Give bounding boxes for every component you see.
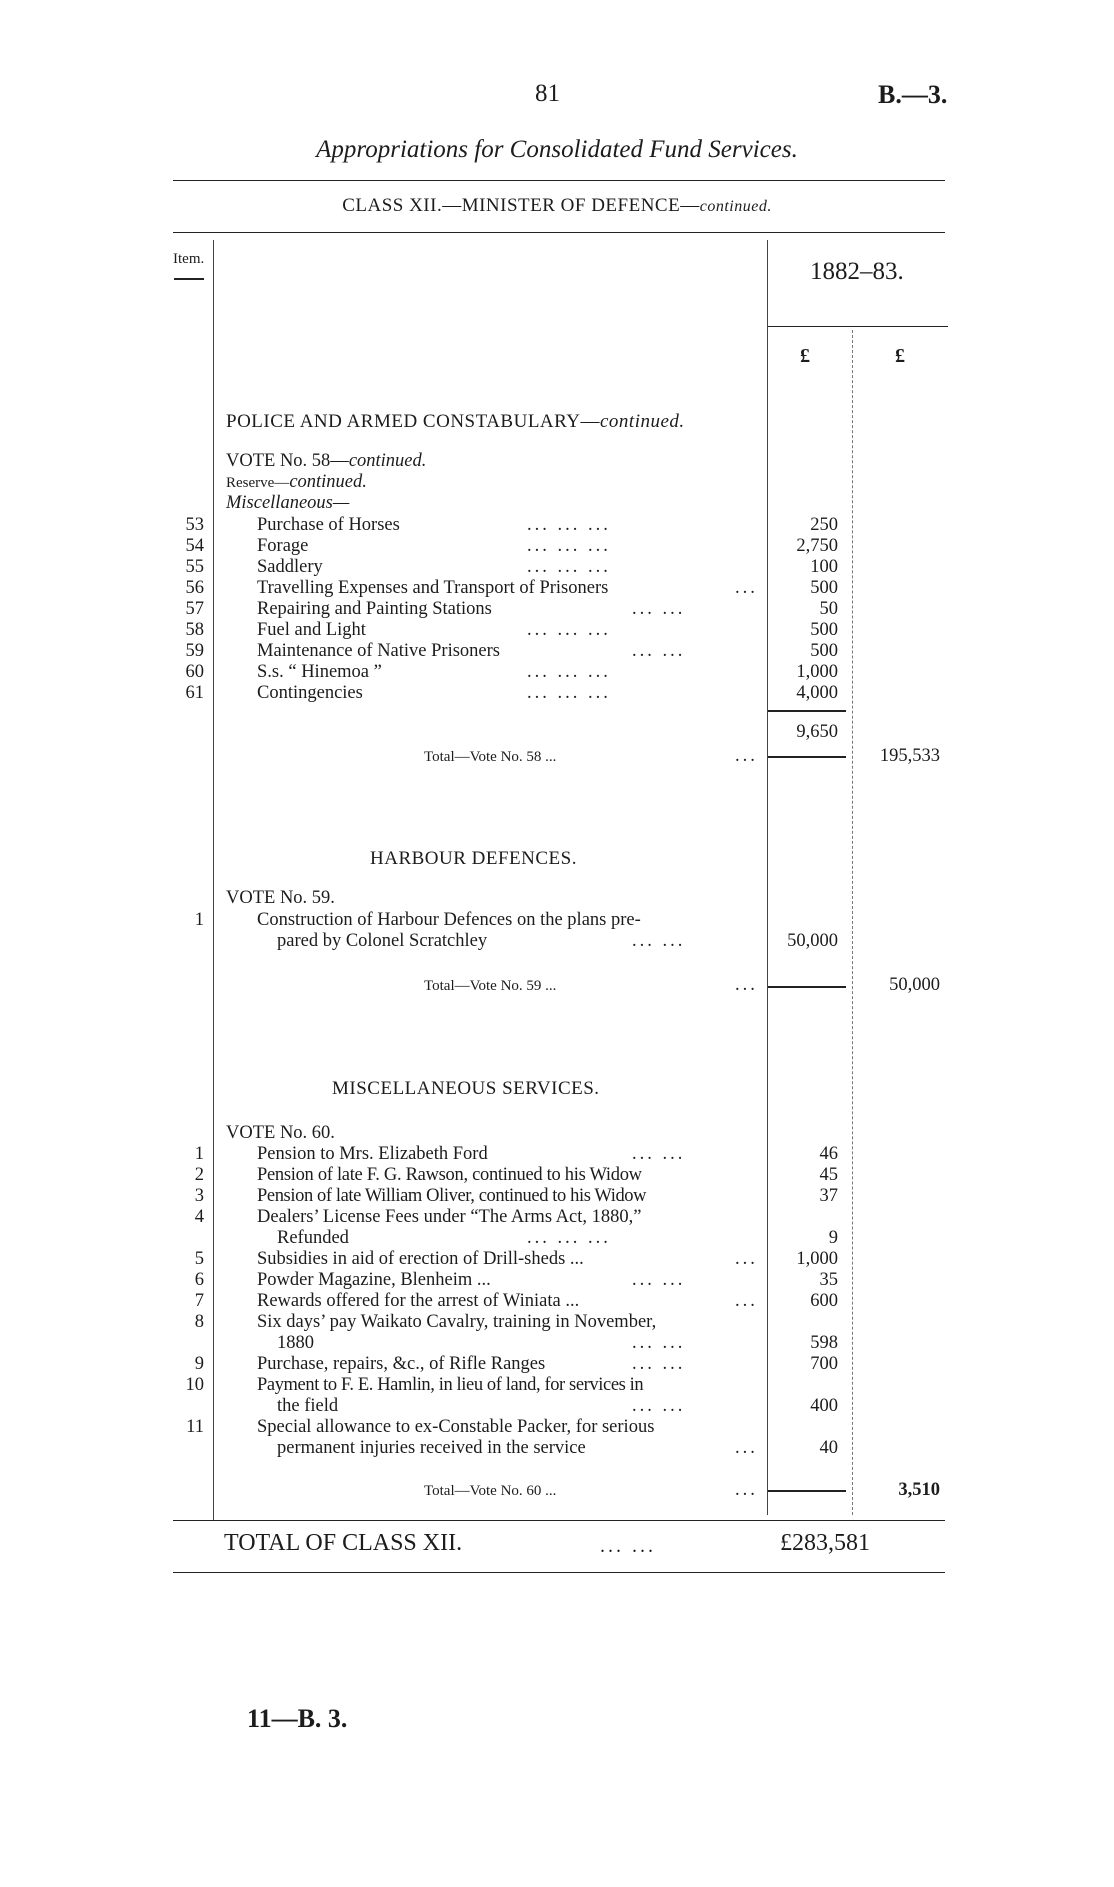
leader-dots: ... ... — [632, 1144, 686, 1164]
leader-dots: ... ... ... — [527, 536, 611, 556]
leader-dots: ... ... ... — [527, 1228, 611, 1248]
item-number: 2 — [194, 1165, 204, 1185]
item-description-continued: permanent injuries received in the service — [277, 1438, 586, 1458]
item-amount: 50,000 — [787, 931, 838, 951]
item-number: 9 — [194, 1354, 204, 1374]
item-description: Subsidies in aid of erection of Drill-sheds ... — [257, 1249, 584, 1269]
vote-60-heading: VOTE No. 60. — [226, 1123, 335, 1143]
item-amount: 37 — [819, 1186, 838, 1206]
document-reference: B.—3. — [878, 80, 948, 109]
item-amount: 50 — [819, 599, 838, 619]
item-description: Powder Magazine, Blenheim ... — [257, 1270, 491, 1290]
item-amount: 400 — [810, 1396, 838, 1416]
item-number: 1 — [194, 1144, 204, 1164]
item-description: Pension of late F. G. Rawson, continued to his Widow — [257, 1165, 642, 1185]
police-heading-main: POLICE AND ARMED CONSTABULARY— — [226, 411, 600, 432]
item-amount: 35 — [819, 1270, 838, 1290]
vote-60-total-text: Total—Vote No. 60 ... — [424, 1483, 557, 1499]
item-description: Payment to F. E. Hamlin, in lieu of land, for services in — [257, 1375, 644, 1395]
item-amount: 1,000 — [796, 662, 838, 682]
signature-mark: 11—B. 3. — [247, 1704, 348, 1733]
item-description: Construction of Harbour Defences on the plans pre- — [257, 910, 641, 930]
currency-symbol-subtotal: £ — [800, 345, 810, 367]
class-total-top-rule — [173, 1520, 945, 1521]
item-column-header: Item. — [173, 251, 205, 267]
leader-dots: ... — [735, 1291, 758, 1311]
vote-58-heading — [226, 451, 426, 472]
item-number: 6 — [194, 1270, 204, 1290]
page-title: Appropriations for Consolidated Fund Services. — [316, 136, 798, 163]
item-amount: 250 — [810, 515, 838, 535]
item-amount: 598 — [810, 1333, 838, 1353]
page-number: 81 — [535, 80, 560, 107]
amount-column-divider — [767, 240, 768, 1515]
leader-dots: ... ... — [632, 1270, 686, 1290]
reserve-continued: continued. — [289, 472, 367, 492]
item-number: 56 — [185, 578, 204, 598]
item-amount: 1,000 — [796, 1249, 838, 1269]
vote-59-total-text: Total—Vote No. 59 ... — [424, 978, 557, 994]
leader-dots: ... ... ... — [527, 620, 611, 640]
vote-60-total-label — [424, 1480, 556, 1502]
table-top-rule — [173, 232, 945, 233]
item-column-divider — [213, 240, 214, 1520]
item-amount: 4,000 — [796, 683, 838, 703]
subtotal-underline — [768, 756, 846, 758]
title-rule — [173, 180, 945, 181]
vote-58-total: 195,533 — [879, 746, 940, 766]
leader-dots: ... ... — [632, 1354, 686, 1374]
item-header-underline — [174, 278, 204, 280]
vote-59-total-label — [424, 975, 556, 997]
item-description: Forage — [257, 536, 309, 556]
class-heading-continued: continued. — [699, 198, 772, 215]
item-number: 10 — [185, 1375, 204, 1395]
item-amount: 500 — [810, 620, 838, 640]
vote-59-heading: VOTE No. 59. — [226, 888, 335, 908]
item-number: 5 — [194, 1249, 204, 1269]
leader-dots: ... ... ... — [527, 662, 611, 682]
subtotal-rule — [768, 710, 846, 712]
item-number: 54 — [185, 536, 204, 556]
item-number: 53 — [185, 515, 204, 535]
leader-dots: ... — [735, 578, 758, 598]
item-amount: 100 — [810, 557, 838, 577]
item-amount: 46 — [819, 1144, 838, 1164]
item-description-continued: pared by Colonel Scratchley — [277, 931, 488, 951]
item-number: 1 — [194, 910, 204, 930]
year-underline — [768, 326, 948, 327]
item-amount: 9 — [828, 1228, 838, 1248]
vote-59-total: 50,000 — [889, 975, 940, 995]
vote-58-continued: continued. — [348, 451, 427, 471]
item-number: 58 — [185, 620, 204, 640]
vote-60-total: 3,510 — [898, 1480, 940, 1500]
leader-dots: ... ... ... — [527, 683, 611, 703]
leader-dots: ... — [735, 746, 758, 766]
item-description: Dealers’ License Fees under “The Arms Act, 1880,” — [257, 1207, 642, 1227]
police-subtotal: 9,650 — [796, 722, 838, 742]
item-description: Maintenance of Native Prisoners — [257, 641, 500, 661]
class-total-bottom-rule — [173, 1572, 945, 1573]
total-column-divider — [852, 330, 853, 1515]
item-description: Six days’ pay Waikato Cavalry, training in November, — [257, 1312, 657, 1332]
item-description: Special allowance to ex-Constable Packer, for serious — [257, 1417, 655, 1437]
leader-dots: ... ... — [632, 599, 686, 619]
item-number: 4 — [194, 1207, 204, 1227]
item-amount: 700 — [810, 1354, 838, 1374]
item-description-continued: the field — [277, 1396, 339, 1416]
police-heading-continued: continued. — [600, 411, 685, 432]
leader-dots: ... — [735, 1480, 758, 1500]
item-description: Repairing and Painting Stations — [257, 599, 492, 619]
leader-dots: ... — [735, 1438, 758, 1458]
item-description: Travelling Expenses and Transport of Prisoners — [257, 578, 609, 598]
item-number: 55 — [185, 557, 204, 577]
item-amount: 600 — [810, 1291, 838, 1311]
misc-section-heading: MISCELLANEOUS SERVICES. — [332, 1078, 600, 1099]
item-number: 60 — [185, 662, 204, 682]
subtotal-underline — [768, 986, 846, 988]
item-description: Purchase of Horses — [257, 515, 400, 535]
item-amount: 500 — [810, 578, 838, 598]
leader-dots: ... ... — [632, 1333, 686, 1353]
class-heading-main: CLASS XII.—MINISTER OF DEFENCE— — [342, 195, 700, 216]
vote-58-main: VOTE No. 58— — [226, 451, 349, 471]
item-amount: 2,750 — [796, 536, 838, 556]
subtotal-underline — [768, 1490, 846, 1492]
item-number: 11 — [186, 1417, 204, 1437]
item-description: Saddlery — [257, 557, 323, 577]
item-amount: 45 — [819, 1165, 838, 1185]
item-number: 61 — [185, 683, 204, 703]
item-description: S.s. “ Hinemoa ” — [257, 662, 382, 682]
item-description: Purchase, repairs, &c., of Rifle Ranges — [257, 1354, 546, 1374]
leader-dots: ... — [735, 975, 758, 995]
item-description-continued: Refunded — [277, 1228, 349, 1248]
leader-dots: ... ... ... — [527, 557, 611, 577]
leader-dots: ... ... — [632, 641, 686, 661]
leader-dots: ... — [735, 1249, 758, 1269]
class-total-amount: £283,581 — [780, 1530, 870, 1556]
leader-dots: ... ... ... — [527, 515, 611, 535]
class-heading — [0, 195, 1114, 217]
item-number: 59 — [185, 641, 204, 661]
year-header: 1882–83. — [810, 258, 904, 285]
police-section-heading — [226, 411, 685, 433]
item-number: 7 — [194, 1291, 204, 1311]
item-description: Contingencies — [257, 683, 363, 703]
item-description: Fuel and Light — [257, 620, 366, 640]
leader-dots: ... ... — [632, 931, 686, 951]
item-number: 8 — [194, 1312, 204, 1332]
item-amount: 40 — [819, 1438, 838, 1458]
vote-58-total-label — [424, 746, 556, 768]
miscellaneous-label: Miscellaneous— — [226, 493, 350, 513]
item-amount: 500 — [810, 641, 838, 661]
item-description: Pension to Mrs. Elizabeth Ford — [257, 1144, 488, 1164]
vote-58-total-text: Total—Vote No. 58 ... — [424, 749, 557, 765]
currency-symbol-total: £ — [895, 345, 905, 367]
item-number: 3 — [194, 1186, 204, 1206]
item-description: Pension of late William Oliver, continued to his Widow — [257, 1186, 647, 1206]
item-description: Rewards offered for the arrest of Winiata ... — [257, 1291, 580, 1311]
item-description-continued: 1880 — [277, 1333, 314, 1353]
reserve-heading — [226, 472, 367, 494]
reserve-main: Reserve— — [226, 475, 290, 491]
class-total-label: TOTAL OF CLASS XII. — [224, 1530, 463, 1556]
item-number: 57 — [185, 599, 204, 619]
leader-dots: ... ... — [632, 1396, 686, 1416]
leader-dots: ... ... — [600, 1535, 656, 1557]
harbour-section-heading: HARBOUR DEFENCES. — [370, 848, 577, 869]
